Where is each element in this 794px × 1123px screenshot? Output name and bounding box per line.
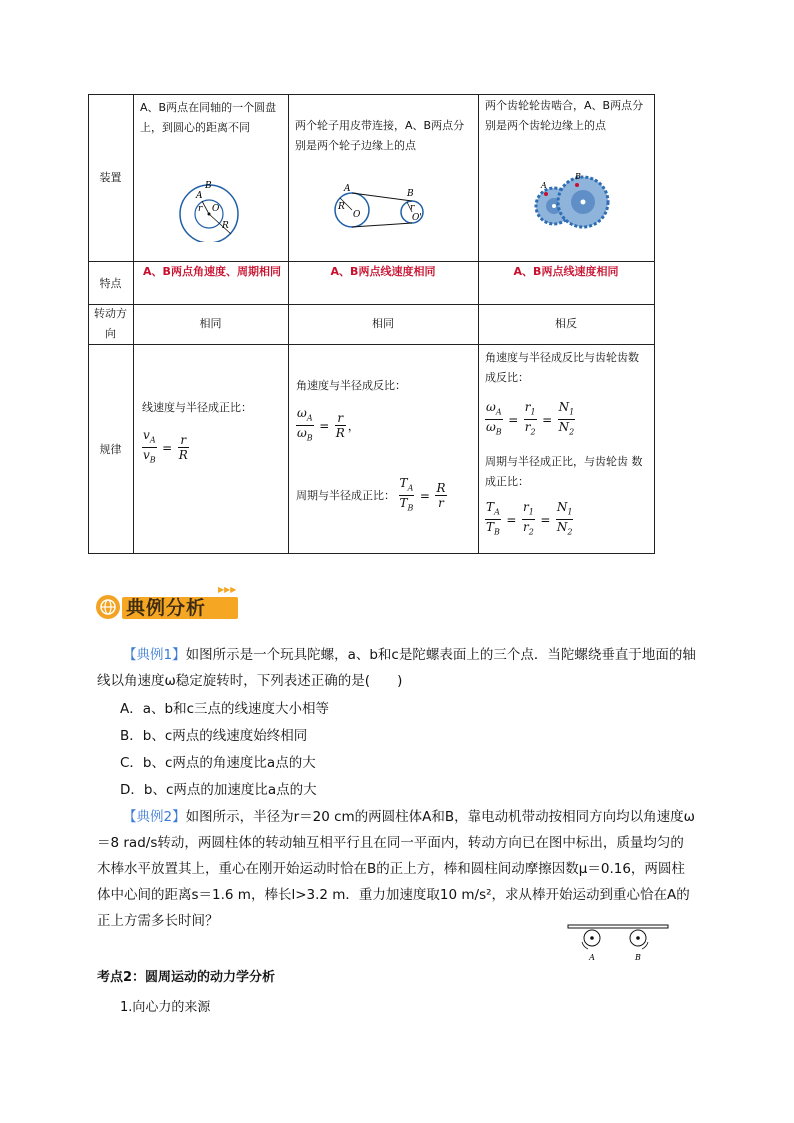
- device-desc-coaxial: A、B两点在同轴的一个圆盘上，到圆心的距离不同: [140, 101, 277, 134]
- cylinder-label-a: A: [589, 953, 595, 962]
- disc-label-r: r: [198, 204, 203, 214]
- example2-label: 【典例2】: [123, 809, 186, 825]
- row-label-feature: 特点: [99, 277, 122, 290]
- row-label-direction: 转动方向: [94, 307, 127, 340]
- device-desc-gear: 两个齿轮轮齿啮合，A、B两点分别是两个齿轮边缘上的点: [485, 99, 644, 132]
- example1-option-a: A．a、b和c三点的线速度大小相等: [120, 701, 329, 717]
- example1-label: 【典例1】: [123, 647, 186, 663]
- feature-gear: A、B两点线速度相同: [513, 265, 619, 278]
- feature-belt: A、B两点线速度相同: [330, 265, 436, 278]
- example2-question: 如图所示，半径为r＝20 cm的两圆柱体A和B，靠电动机带动按相同方向均以角速度ω＝8 rad/s转动，两圆柱体的转动轴互相平行且在同一平面内，转动方向已在图中标出，质量均匀的木棒水平放置其上，重心在刚开始运动时恰在B的正上方，棒和圆柱间动摩擦因数μ＝0.16，两圆柱体中心间的距离s＝1.6 m，棒长l>3.2 m．重力加速度取10 m/s²，求从棒开始运动到重心恰在A的正上方需多长时间？: [97, 809, 695, 929]
- rule-belt-period: 周期与半径成正比： $\frac{T_A}{T_B}$ = $\frac{R}{r}$: [296, 476, 446, 513]
- gear-label-b: B: [575, 172, 581, 181]
- direction-belt: 相同: [372, 317, 394, 330]
- rule-belt-text1: 角速度与半径成反比：: [296, 379, 406, 392]
- example1-question: 如图所示是一个玩具陀螺，a、b和c是陀螺表面上的三个点．当陀螺绕垂直于地面的轴线以角速度ω稳定旋转时，下列表述正确的是( ): [97, 647, 696, 689]
- rule-gear-formula2: $\frac{T_A}{T_B}$ = $\frac{r_1}{r_2}$ = $\frac{N_1}{N_2}$: [486, 500, 573, 537]
- rule-gear-formula1: $\frac{\omega_A}{\omega_B}$ = $\frac{r_1}{r_2}$ = $\frac{N_1}{N_2}$: [486, 400, 575, 437]
- section-title: 典例分析: [126, 597, 207, 619]
- row-label-rule: 规律: [99, 443, 122, 456]
- comparison-table: [88, 94, 655, 554]
- cylinder-label-b: B: [635, 953, 641, 962]
- device-desc-belt: 两个轮子用皮带连接，A、B两点分别是两个轮子边缘上的点: [295, 119, 465, 152]
- feature-coaxial: A、B两点角速度、周期相同: [143, 265, 281, 278]
- example1-option-b: B．b、c两点的线速度始终相同: [120, 728, 308, 744]
- rule-coaxial-text: 线速度与半径成正比：: [142, 401, 252, 414]
- rule-belt-formula1: $\frac{\omega_A}{\omega_B}$ = $\frac{r}{R}$ ，: [297, 406, 360, 443]
- cylinders-figure: [566, 922, 672, 964]
- belt-label-o-prime: O': [412, 213, 422, 223]
- globe-icon: [96, 595, 120, 619]
- coaxial-disc-diagram: [176, 176, 246, 242]
- rule-gear-text2: 周期与半径成正比，与齿轮齿 数成正比：: [485, 455, 643, 488]
- example2-question-block: [97, 804, 697, 934]
- direction-gear: 相反: [555, 317, 577, 330]
- rule-coaxial-formula: $\frac{v_A}{v_B}$ = $\frac{r}{R}$: [143, 428, 188, 465]
- gear-mesh-diagram: [532, 170, 612, 232]
- rule-gear-text1: 角速度与半径成反比与齿轮齿数成反比：: [485, 351, 639, 384]
- example1-option-c: C．b、c两点的角速度比a点的大: [120, 755, 316, 771]
- disc-label-big-r: R: [222, 221, 229, 231]
- disc-label-a: A: [196, 191, 203, 201]
- disc-label-b: B: [205, 181, 212, 191]
- belt-label-big-r: R: [338, 202, 345, 212]
- section2-subtitle: 1.向心力的来源: [120, 1000, 211, 1015]
- section-header-example-analysis: [92, 585, 252, 627]
- arrow-decoration-icon: ▶▶▶: [218, 585, 237, 594]
- section2-title: 考点2：圆周运动的动力学分析: [97, 970, 276, 985]
- belt-label-a: A: [344, 184, 351, 194]
- belt-label-o: O: [353, 210, 361, 220]
- belt-label-r: r: [410, 203, 415, 213]
- belt-label-b: B: [407, 189, 414, 199]
- direction-coaxial: 相同: [199, 317, 222, 330]
- row-label-device: 装置: [99, 171, 122, 184]
- example1-option-d: D．b、c两点的加速度比a点的大: [120, 782, 317, 798]
- gear-label-a: A: [541, 181, 547, 190]
- example1-question-block: [97, 642, 697, 694]
- disc-label-o: O: [212, 204, 220, 214]
- belt-drive-diagram: [328, 182, 433, 232]
